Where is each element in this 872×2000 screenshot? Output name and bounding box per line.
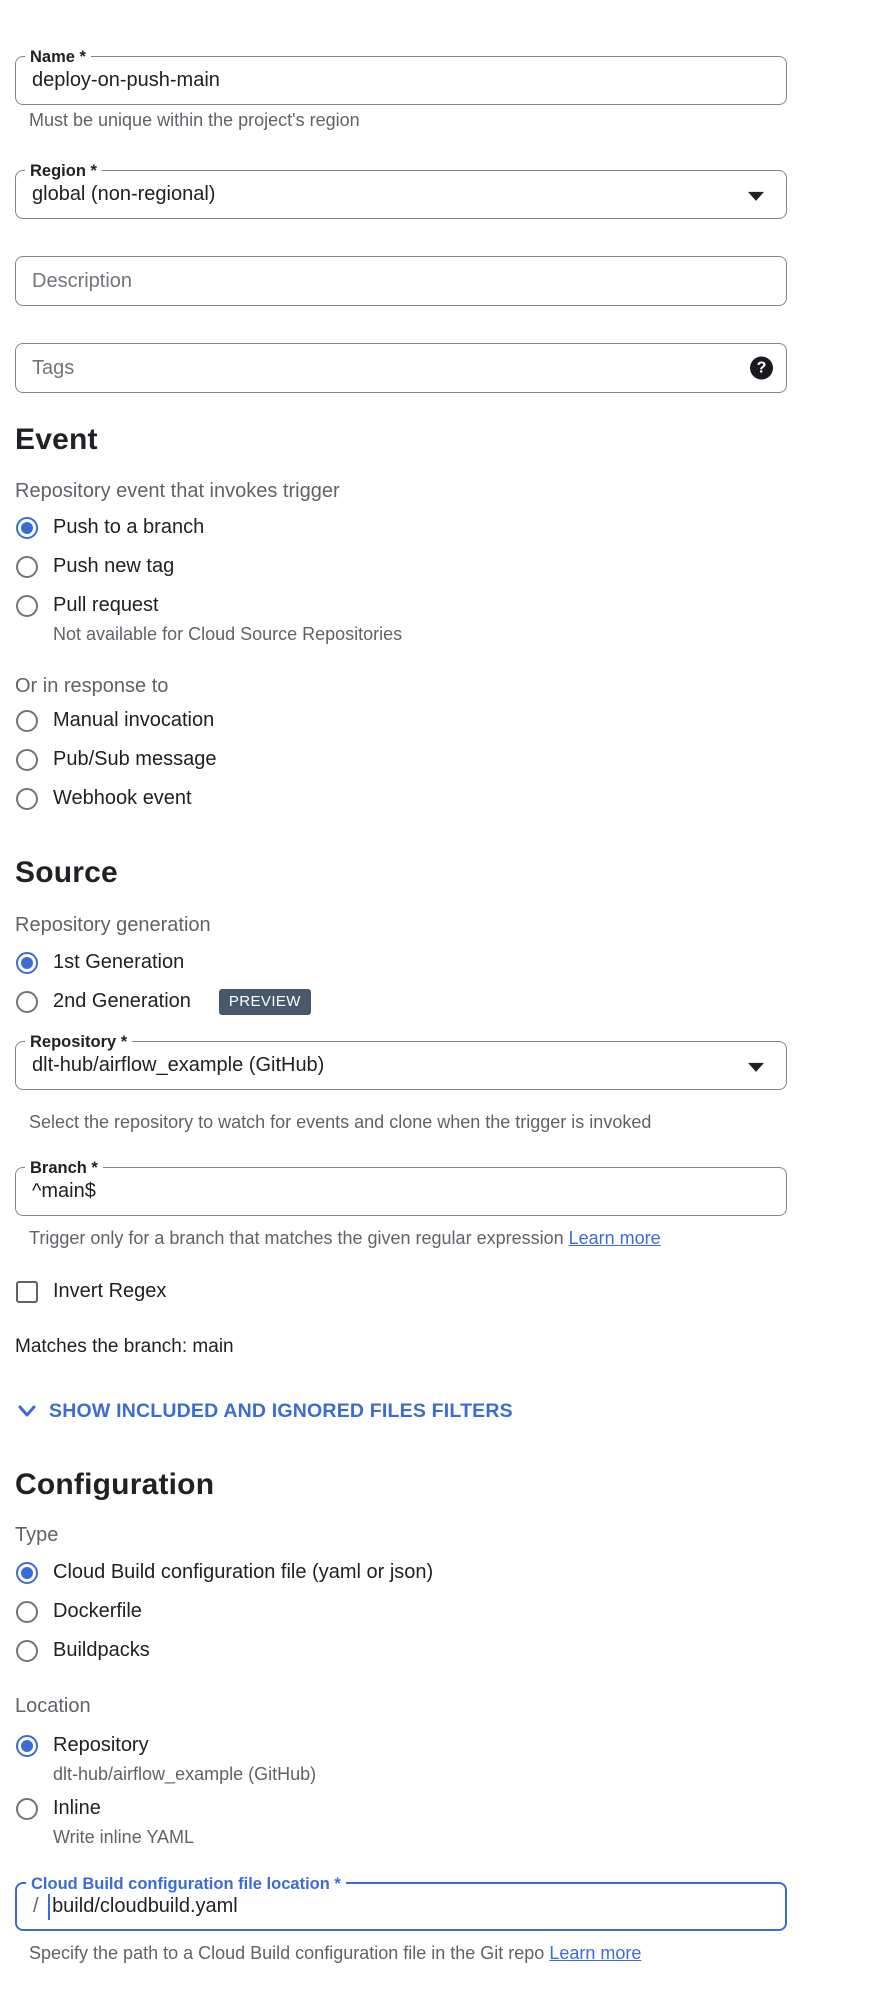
radio-push-to-branch[interactable]: Push to a branch: [16, 515, 204, 540]
pull-request-note: Not available for Cloud Source Repositories: [53, 624, 403, 644]
repository-select-label: Repository *: [25, 1032, 132, 1052]
branch-helper-text: Trigger only for a branch that matches the given regular expression Learn more: [29, 1228, 661, 1248]
config-file-location-label: Cloud Build configuration file location *: [26, 1874, 346, 1894]
radio-selected-icon: [16, 952, 38, 974]
tags-field[interactable]: [15, 343, 787, 393]
radio-cloud-build-config-file[interactable]: Cloud Build configuration file (yaml or json): [16, 1560, 433, 1585]
repository-select[interactable]: [15, 1033, 787, 1090]
help-icon[interactable]: ?: [750, 357, 773, 380]
repository-selected-value: dlt-hub/airflow_example (GitHub): [32, 1054, 325, 1076]
branch-field[interactable]: [15, 1159, 787, 1216]
name-input[interactable]: [32, 69, 770, 92]
name-field-label: Name *: [25, 47, 91, 67]
branch-match-note: Matches the branch: main: [15, 1336, 234, 1357]
checkbox-icon[interactable]: [16, 1281, 38, 1303]
branch-field-label: Branch *: [25, 1158, 103, 1178]
name-helper-text: Must be unique within the project's region: [29, 110, 360, 130]
radio-buildpacks[interactable]: Buildpacks: [16, 1638, 150, 1663]
chevron-down-icon: [15, 1399, 39, 1423]
radio-icon: [16, 1798, 38, 1820]
radio-icon: [16, 788, 38, 810]
description-field[interactable]: [15, 256, 787, 306]
radio-selected-icon: [16, 1562, 38, 1584]
branch-input[interactable]: [32, 1180, 770, 1203]
or-in-response-label: Or in response to: [15, 675, 169, 697]
radio-icon: [16, 1601, 38, 1623]
radio-manual-invocation[interactable]: Manual invocation: [16, 708, 214, 733]
region-selected-value: global (non-regional): [32, 183, 216, 205]
config-file-location-field[interactable]: [15, 1875, 787, 1931]
source-heading: Source: [15, 856, 118, 889]
dropdown-arrow-icon: [748, 191, 764, 200]
radio-pubsub-message[interactable]: Pub/Sub message: [16, 747, 216, 772]
radio-selected-icon: [16, 1735, 38, 1757]
region-select-label: Region *: [25, 161, 102, 181]
location-repository-note: dlt-hub/airflow_example (GitHub): [53, 1764, 317, 1784]
event-subtitle: Repository event that invokes trigger: [15, 480, 340, 502]
invert-regex-checkbox-row[interactable]: Invert Regex: [16, 1279, 166, 1304]
configuration-heading: Configuration: [15, 1468, 215, 1501]
config-file-helper-text: Specify the path to a Cloud Build configuration file in the Git repo Learn more: [29, 1943, 642, 1963]
path-prefix: /: [33, 1895, 39, 1917]
dropdown-arrow-icon: [748, 1062, 764, 1071]
radio-icon: [16, 595, 38, 617]
radio-icon: [16, 991, 38, 1013]
repository-helper-text: Select the repository to watch for events and clone when the trigger is invoked: [29, 1112, 652, 1132]
radio-2nd-generation[interactable]: 2nd Generation PREVIEW: [16, 989, 311, 1014]
radio-selected-icon: [16, 517, 38, 539]
radio-icon: [16, 1640, 38, 1662]
radio-icon: [16, 749, 38, 771]
radio-webhook-event[interactable]: Webhook event: [16, 786, 192, 811]
branch-learn-more-link[interactable]: Learn more: [568, 1228, 661, 1248]
type-label: Type: [15, 1524, 59, 1546]
location-label: Location: [15, 1695, 91, 1717]
location-inline-note: Write inline YAML: [53, 1827, 195, 1847]
radio-icon: [16, 710, 38, 732]
radio-location-inline[interactable]: Inline: [16, 1796, 101, 1821]
radio-1st-generation[interactable]: 1st Generation: [16, 950, 184, 975]
config-file-location-value: build/cloudbuild.yaml: [52, 1895, 238, 1917]
radio-dockerfile[interactable]: Dockerfile: [16, 1599, 142, 1624]
radio-push-new-tag[interactable]: Push new tag: [16, 554, 174, 579]
event-heading: Event: [15, 423, 98, 456]
name-field[interactable]: [15, 48, 787, 105]
radio-pull-request[interactable]: Pull request: [16, 593, 159, 618]
radio-location-repository[interactable]: Repository: [16, 1733, 149, 1758]
description-input[interactable]: [32, 270, 770, 293]
radio-icon: [16, 556, 38, 578]
region-select[interactable]: [15, 162, 787, 219]
config-learn-more-link[interactable]: Learn more: [549, 1943, 642, 1963]
text-cursor: [48, 1893, 51, 1920]
show-files-filters-toggle[interactable]: SHOW INCLUDED AND IGNORED FILES FILTERS: [15, 1399, 513, 1423]
repository-generation-label: Repository generation: [15, 914, 211, 936]
tags-input[interactable]: [32, 357, 770, 380]
preview-badge: PREVIEW: [219, 989, 311, 1015]
